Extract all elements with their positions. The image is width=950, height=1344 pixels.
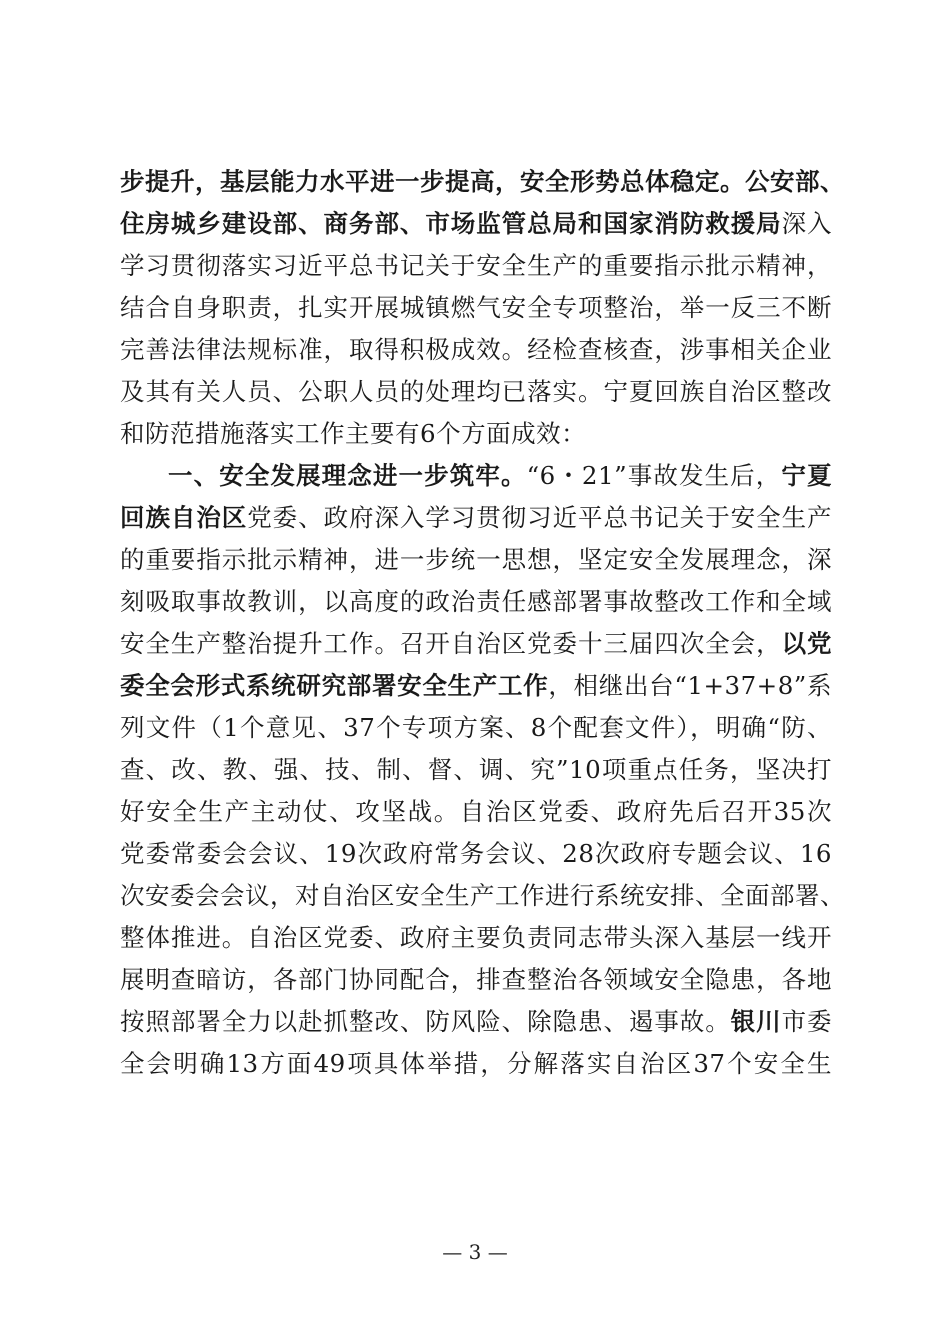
text-segment: 次安委会会议，对自治区安全生产工作进行系统安排、全面部署、 [120, 881, 845, 910]
text-segment: 完善法律法规标准，取得积极成效。经检查核查，涉事相关企业 [120, 335, 832, 364]
text-segment: 市委 [781, 1007, 833, 1036]
bold-text-segment: 一、安全发展理念进一步筑牢。 [168, 461, 527, 490]
text-segment: 全会明确13方面49项具体举措，分解落实自治区37个安全生 [120, 1049, 832, 1078]
text-segment: 的重要指示批示精神，进一步统一思想，坚定安全发展理念，深 [120, 545, 832, 574]
text-line [120, 918, 832, 958]
text-segment: 展明查暗访，各部门协同配合，排查整治各领域安全隐患，各地 [120, 965, 832, 994]
text-line [120, 246, 832, 286]
text-line [120, 162, 845, 202]
text-segment: 整体推进。自治区党委、政府主要负责同志带头深入基层一线开 [120, 923, 832, 952]
text-line [120, 372, 832, 412]
text-segment: 党委、政府深入学习贯彻习近平总书记关于安全生产 [247, 503, 833, 532]
text-segment: “6・21”事故发生后， [526, 461, 782, 490]
text-line [120, 288, 832, 328]
bold-text-segment: 宁夏 [781, 461, 833, 490]
text-line [120, 624, 832, 664]
text-line [120, 330, 832, 370]
text-line [120, 204, 832, 244]
text-line [120, 540, 832, 580]
text-line [120, 1044, 832, 1084]
text-line [120, 960, 832, 1000]
text-line [120, 750, 832, 790]
text-segment: 刻吸取事故教训，以高度的政治责任感部署事故整改工作和全域 [120, 587, 832, 616]
bold-text-segment: 以党 [781, 629, 833, 658]
text-line [120, 834, 832, 874]
text-segment: 好安全生产主动仗、攻坚战。自治区党委、政府先后召开35次 [120, 797, 832, 826]
text-segment: 安全生产整治提升工作。召开自治区党委十三届四次全会， [120, 629, 782, 658]
text-segment: ，相继出台“1+37+8”系 [548, 671, 832, 700]
page-number: — 3 — [442, 1240, 508, 1264]
text-segment: 及其有关人员、公职人员的处理均已落实。宁夏回族自治区整改 [120, 377, 832, 406]
text-line [120, 582, 832, 622]
text-segment: 结合自身职责，扎实开展城镇燃气安全专项整治，举一反三不断 [120, 293, 832, 322]
text-line [120, 498, 832, 538]
text-segment: 党委常委会会议、19次政府常务会议、28次政府专题会议、16 [120, 839, 832, 868]
text-segment: 列文件（1个意见、37个专项方案、8个配套文件），明确“防、 [120, 713, 832, 742]
text-line [120, 666, 832, 706]
text-line [120, 876, 845, 916]
text-segment: 学习贯彻落实习近平总书记关于安全生产的重要指示批示精神， [120, 251, 832, 280]
bold-text-segment: 银川 [730, 1007, 782, 1036]
text-line [120, 414, 832, 454]
text-line [168, 456, 832, 496]
text-segment: 深入 [781, 209, 833, 238]
bold-text-segment: 委全会形式系统研究部署安全生产工作 [120, 671, 549, 700]
text-segment: 和防范措施落实工作主要有6个方面成效： [120, 419, 587, 448]
text-segment: 按照部署全力以赴抓整改、防风险、除隐患、遏事故。 [120, 1007, 731, 1036]
bold-text-segment: 步提升，基层能力水平进一步提高，安全形势总体稳定。公安部、 [120, 167, 845, 196]
bold-text-segment: 回族自治区 [120, 503, 248, 532]
text-line [120, 708, 832, 748]
text-segment: 查、改、教、强、技、制、督、调、究”10项重点任务，坚决打 [120, 755, 832, 784]
text-line [120, 1002, 832, 1042]
bold-text-segment: 住房城乡建设部、商务部、市场监管总局和国家消防救援局 [120, 209, 782, 238]
text-line [120, 792, 832, 832]
